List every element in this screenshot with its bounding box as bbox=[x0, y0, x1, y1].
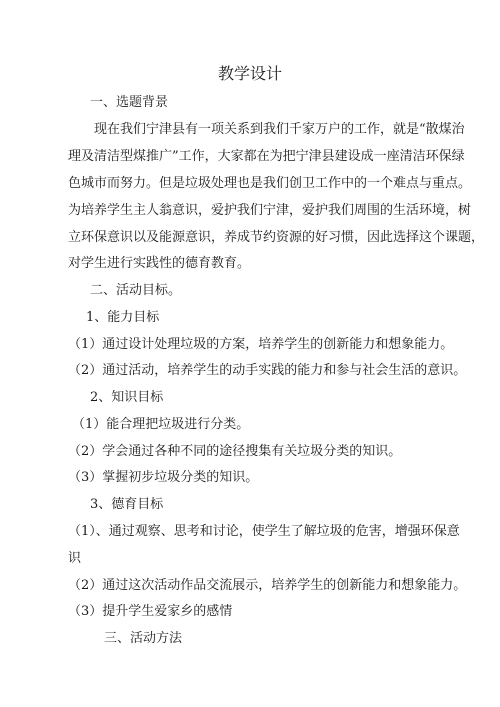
goal-item: （1）、通过观察、思考和讨论，使学生了解垃圾的危害，增强环保意 bbox=[68, 524, 460, 539]
goal-2-heading: 2、知识目标 bbox=[90, 390, 164, 405]
goal-item: （2）通过这次活动作品交流展示，培养学生的创新能力和想象能力。 bbox=[68, 578, 467, 593]
goal-item: （3）提升学生爱家乡的感情 bbox=[68, 604, 233, 619]
paragraph-line: 理及清洁型煤推广”工作，大家都在为把宁津县建设成一座清洁环保绿 bbox=[68, 149, 465, 164]
goal-item: （1）通过设计处理垃圾的方案，培养学生的创新能力和想象能力。 bbox=[68, 337, 454, 352]
section-2-heading: 二、活动目标。 bbox=[90, 283, 182, 298]
section-1-heading: 一、选题背景 bbox=[90, 95, 169, 110]
goal-item: （1）能合理把垃圾进行分类。 bbox=[72, 417, 250, 432]
paragraph-line: 对学生进行实践性的德育教育。 bbox=[68, 256, 251, 271]
paragraph-line: 立环保意识以及能源意识，养成节约资源的好习惯，因此选择这个课题， bbox=[68, 230, 485, 245]
paragraph-line: 现在我们宁津县有一项关系到我们千家万户的工作，就是“散煤治 bbox=[94, 122, 465, 137]
goal-item: （3）掌握初步垃圾分类的知识。 bbox=[68, 470, 259, 485]
goal-item: （2）学会通过各种不同的途径搜集有关垃圾分类的知识。 bbox=[68, 444, 402, 459]
goal-item-continuation: 识 bbox=[68, 551, 82, 566]
paragraph-line: 色城市而努力。但是垃圾处理也是我们创卫工作中的一个难点与重点。 bbox=[68, 176, 472, 191]
goal-3-heading: 3、德育目标 bbox=[90, 497, 164, 512]
goal-item: （2）通过活动，培养学生的动手实践的能力和参与社会生活的意识。 bbox=[68, 363, 467, 378]
goal-1-heading: 1、能力目标 bbox=[86, 310, 160, 325]
section-3-heading: 三、活动方法 bbox=[104, 631, 183, 646]
paragraph-line: 为培养学生主人翁意识，爱护我们宁津，爱护我们周围的生活环境，树 bbox=[68, 203, 472, 218]
page-title: 教学设计 bbox=[217, 64, 282, 83]
